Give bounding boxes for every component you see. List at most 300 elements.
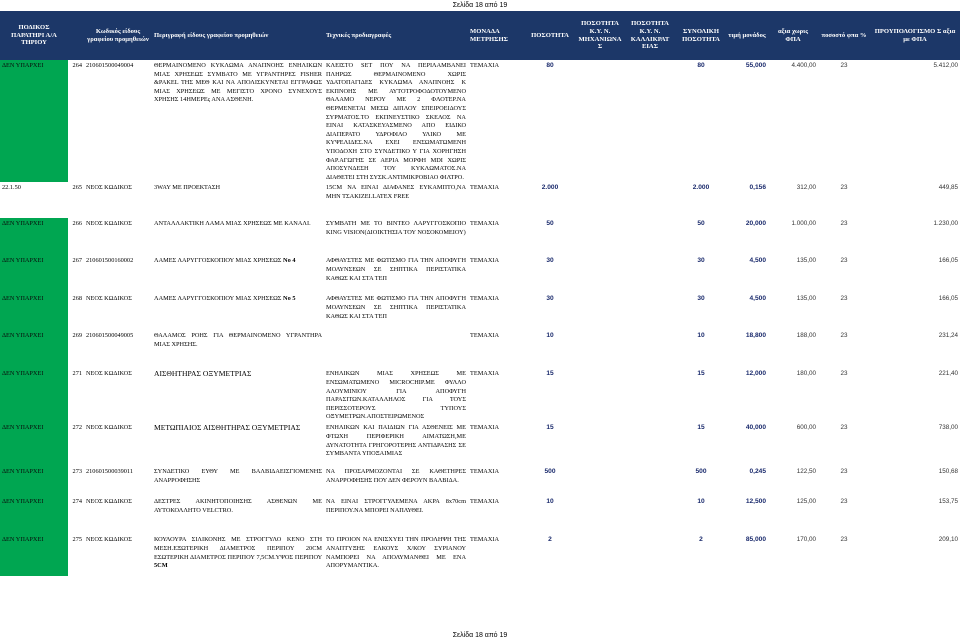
net-value-text: 312,00 [796, 184, 816, 192]
net-value-text: 122,50 [796, 468, 816, 476]
quantity [524, 330, 576, 368]
net-value [768, 330, 818, 368]
col-header-texnikes: Τεχνικές προδιαγραφές [324, 11, 468, 60]
quantity-ky-kallikrateia [624, 218, 676, 255]
total-quantity [676, 255, 726, 293]
gross-value-text: 5.412,00 [933, 62, 958, 69]
item-description [152, 496, 324, 534]
status-badge [0, 466, 68, 496]
status-badge-text: ΔΕΝ ΥΠΑΡΧΕΙ [2, 220, 44, 228]
quantity-ky-mixaniona [576, 368, 624, 422]
item-code [84, 534, 152, 576]
quantity [524, 60, 576, 182]
item-code-text: ΝΕΟΣ ΚΩΔΙΚΟΣ [86, 184, 132, 192]
vat-percent-text: 23 [840, 62, 848, 69]
total-quantity [676, 60, 726, 182]
unit-price [726, 368, 768, 422]
unit-of-measure-text: ΤΕΜΑΧΙΑ [470, 370, 500, 378]
item-code-text: ΝΕΟΣ ΚΩΔΙΚΟΣ [86, 498, 132, 506]
unit-of-measure [468, 60, 524, 182]
col-header-pososto: ποσοστό φπα % [818, 11, 870, 60]
quantity-ky-mixaniona [576, 60, 624, 182]
table-row [0, 534, 960, 576]
status-badge-text: ΔΕΝ ΥΠΑΡΧΕΙ [2, 332, 44, 340]
net-value [768, 534, 818, 576]
item-description-text: ΣΥΝΔΕΤΙΚΟ ΕΥΘΥ ΜΕ ΒΑΛΒΙΔΑΕΙΣΓΙΟΜΕΝΗΣ ΑΝΑΡΡΟΦΗΣΗΣ [154, 468, 322, 484]
quantity-ky-kallikrateia [624, 182, 676, 218]
total-quantity-text: 15 [697, 370, 705, 378]
col-header-proypologismos: ΠΡΟΥΠΟΛΟΓΙΣΜΟ Σ αξια με ΦΠΑ [870, 11, 960, 60]
quantity-ky-mixaniona [576, 255, 624, 293]
table-row [0, 368, 960, 422]
vat-percent-text: 23 [840, 184, 848, 192]
unit-price [726, 330, 768, 368]
row-number-text: 265 [72, 184, 82, 192]
table-row [0, 60, 960, 182]
unit-of-measure-text: ΤΕΜΑΧΙΑ [470, 184, 500, 192]
item-code-text: 210601500049004 [86, 62, 134, 69]
quantity-text: 50 [546, 220, 554, 228]
gross-value [870, 496, 960, 534]
vat-percent-text: 23 [840, 424, 848, 432]
status-badge-text: ΔΕΝ ΥΠΑΡΧΕΙ [2, 468, 44, 476]
total-quantity-text: 2.000 [692, 184, 710, 192]
unit-of-measure [468, 218, 524, 255]
vat-percent [818, 330, 870, 368]
row-number-text: 271 [72, 370, 82, 378]
item-description [152, 466, 324, 496]
item-code [84, 330, 152, 368]
quantity-ky-kallikrateia [624, 368, 676, 422]
item-description-text: ΑΝΤΑΛΛΑΚΤΙΚΗ ΛΑΜΑ ΜΙΑΣ ΧΡΗΣΕΩΣ ΜΕ ΚΑΝΑΛΙ. [154, 220, 311, 228]
unit-of-measure [468, 422, 524, 466]
unit-price [726, 496, 768, 534]
item-specifications [324, 60, 468, 182]
vat-percent [818, 182, 870, 218]
total-quantity-text: 80 [697, 62, 705, 69]
gross-value [870, 330, 960, 368]
vat-percent [818, 422, 870, 466]
item-description [152, 218, 324, 255]
vat-percent [818, 368, 870, 422]
quantity-ky-mixaniona [576, 218, 624, 255]
item-code [84, 368, 152, 422]
item-description [152, 330, 324, 368]
item-specifications-text: ΚΛΕΙΣΤΟ SET ΠΟΥ ΝΑ ΠΕΡΙΛΑΜΒΑΝΕΙ ΠΛΗΡΩΣ ΘΕΡΜΑΙΝΟΜΕΝΟ ΧΩΡΙΣ ΥΔΑΤΟΠΑΓΙΔΕΣ ΚΥΚΛΩΜΑ ΑΝΑΠΝΟΗΣ Κ ΕΚΠΝΟΗΣ ΜΕ ΑΥΤΟΤΡΟΦΟΔΟΤΟΥΜΕΝΟ ΘΑΛΑΜΟ ΝΕΡΟΥ ΜΕ 2 ΦΛΟΤΕΡ.ΝΑ ΘΕΡΜΕΝΕΤΑΙ ΜΕΣΩ ΔΙΠΛΟΥ ΣΠΕΙΡΟΕΙΔΟΥΣ ΣΥΡΜΑΤΟΣ.ΤΟ ΕΚΠΝΕΥΣΤΙΚΟ ΣΚΕΛΟΣ ΝΑ ΕΙΝΑΙ ΚΑΤΑΣΚΕΥΑΣΜΕΝΟ ΑΠΟ ΕΙΔΙΚΟ ΔΙΑΠΕΡΑΤΟ ΥΔΡΟΦΙΛΟ ΥΛΙΚΟ ΜΕ ΚΥΨΕΛΙΔΕΣ.ΝΑ ΕΧΕΙ ΕΝΣΩΜΑΤΩΜΕΝΗ ΥΠΟΔΟΧΗ ΣΤΟ ΣΥΝΔΕΤΙΚΟ Υ ΓΙΑ ΧΟΡΗΓΗΣΗ ΦΑΡ.ΑΓΩΓΗΣ ΣΕ ΑΕΡΙΑ ΜΟΡΦΗ MDI ΧΩΡΙΣ ΑΠΟΣΥΝΔΕΣΗ ΤΟΥ ΚΥΚΛΩΜΑΤΟΣ.ΝΑ ΔΙΑΘΕΤΕΙ ΣΤΗ ΣΥΣΚ.ΑΝΤΙΜΙΚΡΟΒΙΑΟ ΦΙΛΤΡΟ. [326, 62, 466, 181]
quantity-text: 80 [546, 62, 554, 69]
quantity-text: 15 [546, 370, 554, 378]
gross-value-text: 221,40 [938, 370, 958, 378]
quantity-ky-kallikrateia [624, 255, 676, 293]
vat-percent-text: 23 [840, 295, 848, 303]
quantity-text: 2 [548, 536, 552, 544]
row-number-text: 275 [72, 536, 82, 544]
row-number [68, 422, 84, 466]
unit-price-text: 55,000 [745, 62, 766, 69]
row-number [68, 60, 84, 182]
row-number [68, 466, 84, 496]
net-value [768, 368, 818, 422]
unit-of-measure [468, 182, 524, 218]
row-number [68, 534, 84, 576]
item-description [152, 534, 324, 576]
vat-percent [818, 293, 870, 330]
row-number-text: 269 [72, 332, 82, 340]
row-number-text: 272 [72, 424, 82, 432]
quantity-ky-mixaniona [576, 293, 624, 330]
total-quantity-text: 10 [697, 332, 705, 340]
row-number [68, 496, 84, 534]
unit-of-measure-text: ΤΕΜΑΧΙΑ [470, 62, 500, 69]
procurement-table [0, 11, 960, 576]
row-number-text: 264 [72, 62, 82, 69]
unit-price [726, 218, 768, 255]
item-description [152, 422, 324, 466]
unit-price-text: 18,800 [745, 332, 766, 340]
gross-value-text: 449,85 [938, 184, 958, 192]
item-specifications [324, 330, 468, 368]
unit-price-text: 40,000 [745, 424, 766, 432]
quantity-ky-kallikrateia [624, 330, 676, 368]
vat-percent [818, 496, 870, 534]
gross-value-text: 231,24 [938, 332, 958, 340]
vat-percent-text: 23 [840, 536, 848, 544]
item-description [152, 182, 324, 218]
unit-price-text: 12,000 [745, 370, 766, 378]
item-specifications [324, 218, 468, 255]
item-code [84, 182, 152, 218]
quantity-text: 10 [546, 498, 554, 506]
vat-percent-text: 23 [840, 257, 848, 265]
item-code [84, 422, 152, 466]
gross-value-text: 209,10 [938, 536, 958, 544]
status-badge [0, 368, 68, 422]
total-quantity [676, 496, 726, 534]
unit-of-measure-text: ΤΕΜΑΧΙΑ [470, 424, 500, 432]
quantity-ky-kallikrateia [624, 496, 676, 534]
item-specifications-text: ΕΝΗΛΙΚΩΝ ΜΙΑΣ ΧΡΗΣΕΩΣ ΜΕ ΕΝΣΩΜΑΤΩΜΕΝΟ MICROCHIP.ΜΕ ΦΥΛΛΟ ΑΛΟΥΜΙΝΙΟΥ ΓΙΑ ΑΠΟΦΥΓΗ ΠΑΡΑΣΙΤΩΝ.ΚΑΤΑΛΛΗΛΟΣ ΓΙΑ ΤΟΥΣ ΠΕΡΙΣΣΟΤΕΡΟΥΣ ΤΥΠΟΥΣ ΟΞΥΜΕΤΡΩΝ.ΑΠΟΣΤΕΙΡΩΜΕΝΟΣ [326, 370, 466, 421]
total-quantity [676, 466, 726, 496]
unit-of-measure-text: ΤΕΜΑΧΙΑ [470, 468, 500, 476]
status-badge-text: ΔΕΝ ΥΠΑΡΧΕΙ [2, 498, 44, 506]
row-number-text: 266 [72, 220, 82, 228]
vat-percent [818, 255, 870, 293]
vat-percent [818, 466, 870, 496]
item-code [84, 496, 152, 534]
gross-value-text: 166,05 [938, 295, 958, 303]
status-badge [0, 330, 68, 368]
total-quantity-text: 500 [695, 468, 707, 476]
total-quantity-text: 50 [697, 220, 705, 228]
quantity [524, 534, 576, 576]
item-specifications-text: ΑΦΘΑΥΣΤΕΣ ΜΕ ΦΩΤΙΣΜΟ ΓΙΑ ΤΗΝ ΑΠΟΦΥΓΗ ΜΟΛΥΝΣΕΩΝ ΣΕ ΣΗΠΤΙΚΑ ΠΕΡΙΣΤΑΤΙΚΑ ΚΑΘΩΣ ΚΑΙ ΣΤΑ ΤΕΠ [326, 295, 466, 320]
unit-of-measure [468, 466, 524, 496]
table-header-row [0, 11, 960, 60]
table-row [0, 496, 960, 534]
unit-price-text: 4,500 [749, 295, 766, 303]
row-number [68, 368, 84, 422]
unit-of-measure-text: ΤΕΜΑΧΙΑ [470, 536, 500, 544]
quantity-ky-kallikrateia [624, 60, 676, 182]
gross-value [870, 293, 960, 330]
col-header-axia-xoris: αξια χωρις ΦΠΑ [768, 11, 818, 60]
quantity [524, 496, 576, 534]
row-number [68, 330, 84, 368]
quantity [524, 293, 576, 330]
item-description-text: ΚΟΥΛΟΥΡΑ ΣΙΛΙΚΟΝΗΣ ΜΕ ΣΤΡΟΓΓΥΛΟ ΚΕΝΟ ΣΤΗ ΜΕΣΗ.ΕΞΩΤΕΡΙΚΗ ΔΙΑΜΕΤΡΟΣ ΠΕΡΙΠΟΥ 20CM ΕΣΩΤΕΡΙΚΗ ΔΙΑΜΕΤΡΟΣ ΠΕΡΙΠΟΥ 7,5CM.ΥΨΟΣ ΠΕΡΙΠΟΥ [154, 536, 322, 561]
table-row [0, 293, 960, 330]
total-quantity [676, 218, 726, 255]
col-header-posotita: ΠΟΣΟΤΗΤΑ [524, 11, 576, 60]
item-specifications-text: ΑΦΘΑΥΣΤΕΣ ΜΕ ΦΩΤΙΣΜΟ ΓΙΑ ΤΗΝ ΑΠΟΦΥΓΗ ΜΟΛΥΝΣΕΩΝ ΣΕ ΣΗΠΤΙΚΑ ΠΕΡΙΣΤΑΤΙΚΑ ΚΑΘΩΣ ΚΑΙ ΣΤΑ ΤΕΠ [326, 257, 466, 282]
total-quantity [676, 182, 726, 218]
unit-of-measure [468, 255, 524, 293]
item-specifications-text: ΣΥΜΒΑΤΗ ΜΕ ΤΟ ΒΙΝΤΕΟ ΛΑΡΥΓΓΟΣΚΟΠΙΟ KING VISION(ΔΙΟΙΚΤΗΣΙΑ ΤΟΥ ΝΟΣΟΚΟΜΕΙΟΥ) [326, 220, 466, 236]
col-header-synoliki: ΣΥΝΟΛΙΚΗ ΠΟΣΟΤΗΤΑ [676, 11, 726, 60]
vat-percent [818, 60, 870, 182]
unit-price [726, 182, 768, 218]
net-value [768, 496, 818, 534]
gross-value-text: 1.230,00 [933, 220, 958, 228]
gross-value [870, 255, 960, 293]
item-specifications-text: ΝΑ ΕΙΝΑΙ ΣΤΡΟΓΓΥΛΕΜΕΝΑ ΑΚΡΑ 8x70cm ΠΕΡΙΠΟΥ.ΝΑ ΜΠΟΡΕΙ ΝΑΠΛΥΘΕΙ. [326, 498, 466, 514]
quantity-ky-kallikrateia [624, 293, 676, 330]
vat-percent-text: 23 [840, 332, 848, 340]
net-value-text: 170,00 [796, 536, 816, 544]
item-code [84, 60, 152, 182]
item-code [84, 218, 152, 255]
unit-of-measure [468, 534, 524, 576]
quantity-ky-mixaniona [576, 496, 624, 534]
col-header-monada: ΜΟΝΑΔΑ ΜΕΤΡΗΣΗΣ [468, 11, 524, 60]
quantity-text: 10 [546, 332, 554, 340]
net-value-text: 188,00 [796, 332, 816, 340]
item-code [84, 466, 152, 496]
item-description-text: ΔΕΣΤΡΕΣ ΑΚΙΝΗΤΟΠΟΙΗΣΗΣ ΑΣΘΕΝΩΝ ΜΕ ΑΥΤΟΚΟΛΛΗΤΟ VELCTRO. [154, 498, 322, 514]
net-value-text: 4.400,00 [791, 62, 816, 69]
unit-price-text: 20,000 [745, 220, 766, 228]
gross-value [870, 422, 960, 466]
quantity-text: 15 [546, 424, 554, 432]
status-badge-text: ΔΕΝ ΥΠΑΡΧΕΙ [2, 62, 44, 69]
status-badge [0, 218, 68, 255]
status-badge-text: ΔΕΝ ΥΠΑΡΧΕΙ [2, 370, 44, 378]
quantity-ky-mixaniona [576, 330, 624, 368]
row-number-text: 274 [72, 498, 82, 506]
unit-of-measure [468, 368, 524, 422]
total-quantity [676, 330, 726, 368]
quantity [524, 422, 576, 466]
item-code-text: ΝΕΟΣ ΚΩΔΙΚΟΣ [86, 424, 132, 432]
quantity [524, 466, 576, 496]
total-quantity-text: 2 [699, 536, 703, 544]
col-header-perigrafi: Περιγραφή είδους γραφείου προμηθειών [152, 11, 324, 60]
quantity-text: 30 [546, 257, 554, 265]
net-value-text: 135,00 [796, 295, 816, 303]
col-header-aa [68, 11, 84, 60]
quantity-text: 500 [544, 468, 556, 476]
unit-price-text: 0,245 [749, 468, 766, 476]
item-code-text: 210601500039011 [86, 468, 133, 476]
quantity-ky-kallikrateia [624, 422, 676, 466]
item-specifications-text: ΝΑ ΠΡΟΣΑΡΜΟΖΟΝΤΑΙ ΣΕ ΚΑΘΕΤΗΡΕΣ ΑΝΑΡΡΟΦΗΣΗΣ ΠΟΥ ΔΕΝ ΦΕΡΟΥΝ ΒΑΛΒΙΔΑ. [326, 468, 466, 484]
unit-of-measure-text: ΤΕΜΑΧΙΑ [470, 295, 500, 303]
cell-note-text: 22.1.50 [2, 184, 21, 192]
unit-price-text: 12,500 [745, 498, 766, 506]
vat-percent [818, 534, 870, 576]
quantity [524, 255, 576, 293]
total-quantity-text: 15 [697, 424, 705, 432]
item-code-text: ΝΕΟΣ ΚΩΔΙΚΟΣ [86, 295, 132, 303]
page-header-label: Σελίδα 18 από 19 [452, 2, 508, 9]
quantity-ky-mixaniona [576, 182, 624, 218]
item-specifications [324, 534, 468, 576]
unit-price-text: 4,500 [749, 257, 766, 265]
vat-percent-text: 23 [840, 498, 848, 506]
unit-price-text: 85,000 [745, 536, 766, 544]
net-value [768, 293, 818, 330]
item-description [152, 293, 324, 330]
gross-value [870, 182, 960, 218]
unit-of-measure [468, 496, 524, 534]
row-number [68, 293, 84, 330]
status-badge [0, 422, 68, 466]
gross-value-text: 166,05 [938, 257, 958, 265]
item-specifications [324, 368, 468, 422]
quantity-ky-mixaniona [576, 422, 624, 466]
table-body [0, 60, 960, 576]
item-description-text: ΘΑΛΑΜΟΣ ΡΟΗΣ ΓΙΑ ΘΕΡΜΑΙΝΟΜΕΝΟ ΥΓΡΑΝΤΗΡΑ ΜΙΑΣ ΧΡΗΣΗΣ. [154, 332, 322, 348]
item-specifications-text: 15CM ΝΑ ΕΙΝΑΙ ΔΙΑΦΑΝΕΣ ΕΥΚΑΜΠΤΟ,ΝΑ ΜΗΝ ΤΣΑΚΙΖΕΙ.LATEX FREE [326, 184, 466, 200]
row-number-text: 273 [72, 468, 82, 476]
status-badge [0, 534, 68, 576]
status-badge [0, 255, 68, 293]
item-code-text: ΝΕΟΣ ΚΩΔΙΚΟΣ [86, 536, 132, 544]
vat-percent-text: 23 [840, 468, 848, 476]
status-badge-text: ΔΕΝ ΥΠΑΡΧΕΙ [2, 257, 44, 265]
gross-value [870, 60, 960, 182]
row-number [68, 255, 84, 293]
quantity-text: 30 [546, 295, 554, 303]
item-code [84, 293, 152, 330]
unit-of-measure [468, 293, 524, 330]
status-badge-text: ΔΕΝ ΥΠΑΡΧΕΙ [2, 536, 44, 544]
unit-price [726, 60, 768, 182]
net-value-text: 180,00 [796, 370, 816, 378]
page-footer-label: Σελίδα 18 από 19 [452, 632, 508, 639]
item-code [84, 255, 152, 293]
item-size-label: 5CM [154, 562, 168, 570]
row-number-text: 267 [72, 257, 82, 265]
item-specifications-text: ΤΟ ΠΡΟΙΟΝ ΝΑ ΕΝΙΣΧΥΕΙ ΤΗΝ ΠΡΟΛΗΨΗ ΤΗΣ ΑΝΑΠΤΥΞΗΣ ΕΛΚΟΥΣ Χ/ΚΟΥ ΣΥΡΙΑΝΟΥ ΝΑΜΠΟΡΕΙ ΝΑ ΑΠΟΛΥΜΑΝΘΕΙ ΜΕ ΕΝΑ ΑΠΟΡΥΜΑΝΤΙΚΑ. [326, 536, 466, 570]
status-badge [0, 293, 68, 330]
gross-value-text: 150,68 [938, 468, 958, 476]
item-specifications [324, 293, 468, 330]
table-row [0, 422, 960, 466]
status-badge-text: ΔΕΝ ΥΠΑΡΧΕΙ [2, 424, 44, 432]
total-quantity [676, 293, 726, 330]
unit-price [726, 422, 768, 466]
item-code-text: ΝΕΟΣ ΚΩΔΙΚΟΣ [86, 220, 132, 228]
row-number-text: 268 [72, 295, 82, 303]
quantity-ky-kallikrateia [624, 466, 676, 496]
col-header-ky-mixaniona: ΠΟΣΟΤΗΤΑ Κ.Υ. Ν. ΜΗΧΑΝΙΩΝΑ Σ [576, 11, 624, 60]
item-specifications [324, 422, 468, 466]
item-description [152, 60, 324, 182]
row-number [68, 182, 84, 218]
quantity [524, 218, 576, 255]
unit-price [726, 466, 768, 496]
col-header-ky-kallikrateia: ΠΟΣΟΤΗΤΑ Κ.Υ. Ν. ΚΑΛΛΙΚΡΑΤ ΕΙΑΣ [624, 11, 676, 60]
unit-of-measure-text: ΤΕΜΑΧΙΑ [470, 257, 500, 265]
total-quantity [676, 422, 726, 466]
quantity-ky-kallikrateia [624, 534, 676, 576]
unit-price [726, 293, 768, 330]
quantity-text: 2.000 [541, 184, 559, 192]
unit-of-measure-text: ΤΕΜΑΧΙΑ [470, 332, 500, 340]
status-badge [0, 496, 68, 534]
item-description-text: 3WAY ΜΕ ΠΡΟΕΚΤΑΣΗ [154, 184, 221, 192]
item-specifications [324, 466, 468, 496]
unit-price [726, 534, 768, 576]
item-description [152, 368, 324, 422]
item-size-label: Νο 5 [283, 295, 296, 303]
net-value [768, 218, 818, 255]
total-quantity-text: 10 [697, 498, 705, 506]
item-code-text: 210601500160002 [86, 257, 134, 265]
item-code-text: 210601500049005 [86, 332, 134, 340]
gross-value-text: 738,00 [938, 424, 958, 432]
item-description-text: ΜΕΤΩΠΙΑΙΟΣ ΑΙΣΘΗΤΗΡΑΣ ΟΞΥΜΕΤΡΙΑΣ [154, 423, 301, 433]
net-value-text: 135,00 [796, 257, 816, 265]
net-value-text: 600,00 [796, 424, 816, 432]
net-value [768, 255, 818, 293]
table-row [0, 255, 960, 293]
item-description-text: ΛΑΜΕΣ ΛΑΡΥΓΓΟΣΚΟΠΙΟΥ ΜΙΑΣ ΧΡΗΣΕΩΣ [154, 257, 282, 265]
item-description-text: ΛΑΜΕΣ ΛΑΡΥΓΓΟΣΚΟΠΙΟΥ ΜΙΑΣ ΧΡΗΣΕΩΣ [154, 295, 282, 303]
gross-value-text: 153,75 [938, 498, 958, 506]
quantity-ky-mixaniona [576, 466, 624, 496]
quantity [524, 182, 576, 218]
total-quantity [676, 534, 726, 576]
net-value [768, 466, 818, 496]
item-description-text: ΑΙΣΘΗΤΗΡΑΣ ΟΞΥΜΕΤΡΙΑΣ [154, 369, 252, 379]
table-row [0, 330, 960, 368]
item-description-text: ΘΕΡΜΑΙΝΟΜΕΝΟ ΚΥΚΛΩΜΑ ΑΝΑΠΝΟΗΣ ΕΝΗΛΙΚΩΝ ΜΙΑΣ ΧΡΗΣΕΩΣ ΣΥΜΒΑΤΟ ΜΕ ΥΓΡΑΝΤΗΡΕΣ FISHER &PAKEL ΤΗΣ ΜΕΘ ΚΑΙ ΝΑ ΑΠΟΛΙΣΚΥΝΕΤΑΙ ΕΓΓΡΑΦΩΣ ΜΙΑΣ ΧΡΗΣΕΩΣ ΜΕ ΜΕΓΙΣΤΟ ΧΡΟΝΟ ΣΥΝΕΧΟΥΣ ΧΡΗΣΗΣ 14ΗΜΕΡΕς ΑΝΑ ΑΣΘΕΝΗ. [154, 62, 322, 104]
item-description [152, 255, 324, 293]
net-value [768, 60, 818, 182]
quantity [524, 368, 576, 422]
col-header-timi: τιμή μονάδος [726, 11, 768, 60]
table-row [0, 218, 960, 255]
total-quantity-text: 30 [697, 257, 705, 265]
gross-value [870, 218, 960, 255]
item-size-label: Νο 4 [283, 257, 296, 265]
item-specifications [324, 255, 468, 293]
net-value [768, 182, 818, 218]
row-number [68, 218, 84, 255]
gross-value [870, 368, 960, 422]
vat-percent [818, 218, 870, 255]
net-value-text: 1.000,00 [791, 220, 816, 228]
item-specifications [324, 496, 468, 534]
unit-of-measure [468, 330, 524, 368]
unit-price-text: 0,156 [749, 184, 766, 192]
vat-percent-text: 23 [840, 370, 848, 378]
gross-value [870, 466, 960, 496]
quantity-ky-mixaniona [576, 534, 624, 576]
net-value-text: 125,00 [796, 498, 816, 506]
